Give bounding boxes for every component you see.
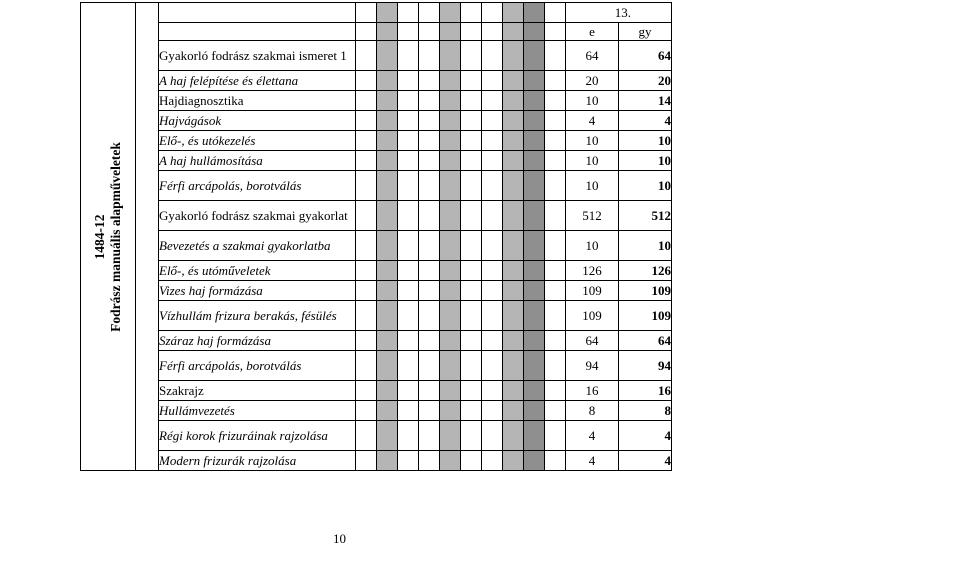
hours-gy: 64 bbox=[619, 41, 672, 71]
grid-cell bbox=[377, 201, 398, 231]
hours-gy: 8 bbox=[619, 401, 672, 421]
grid-cell bbox=[377, 23, 398, 41]
grid-cell bbox=[356, 151, 377, 171]
table-row bbox=[81, 351, 672, 381]
grid-cell bbox=[461, 3, 482, 23]
grid-cell bbox=[461, 71, 482, 91]
grid-cell bbox=[377, 381, 398, 401]
hours-e: 4 bbox=[566, 421, 619, 451]
hours-e: 64 bbox=[566, 41, 619, 71]
indent-column bbox=[136, 3, 159, 471]
grid-cell bbox=[398, 3, 419, 23]
grid-cell bbox=[419, 3, 440, 23]
grid-cell bbox=[440, 201, 461, 231]
grid-cell bbox=[398, 231, 419, 261]
hours-e: 10 bbox=[566, 131, 619, 151]
grid-cell bbox=[377, 171, 398, 201]
grid-cell bbox=[503, 131, 524, 151]
grid-cell bbox=[545, 151, 566, 171]
subject-name: Elő-, és utóműveletek bbox=[159, 261, 356, 281]
grid-cell bbox=[356, 301, 377, 331]
grid-cell bbox=[377, 41, 398, 71]
grid-cell bbox=[545, 261, 566, 281]
table-row bbox=[81, 41, 672, 71]
grid-cell bbox=[398, 201, 419, 231]
grid-cell bbox=[377, 3, 398, 23]
grid-cell bbox=[419, 171, 440, 201]
hours-e: 126 bbox=[566, 261, 619, 281]
grid-cell bbox=[524, 3, 545, 23]
grid-cell bbox=[545, 231, 566, 261]
hours-e: 10 bbox=[566, 171, 619, 201]
grid-cell bbox=[482, 301, 503, 331]
grid-cell bbox=[482, 71, 503, 91]
table-row bbox=[81, 111, 672, 131]
grid-cell bbox=[419, 131, 440, 151]
grid-cell bbox=[482, 131, 503, 151]
subject-name: Szakrajz bbox=[159, 381, 356, 401]
grid-cell bbox=[461, 331, 482, 351]
table-row bbox=[81, 421, 672, 451]
grid-cell bbox=[356, 91, 377, 111]
grid-cell bbox=[545, 421, 566, 451]
table-row bbox=[81, 201, 672, 231]
grid-cell bbox=[377, 351, 398, 381]
grid-cell bbox=[461, 401, 482, 421]
grid-cell bbox=[440, 71, 461, 91]
grid-cell bbox=[377, 111, 398, 131]
grid-cell bbox=[440, 381, 461, 401]
subject-name: Férfi arcápolás, borotválás bbox=[159, 171, 356, 201]
grid-cell bbox=[482, 281, 503, 301]
table-row bbox=[81, 331, 672, 351]
hours-gy: 10 bbox=[619, 231, 672, 261]
grid-cell bbox=[419, 261, 440, 281]
grid-cell bbox=[440, 3, 461, 23]
subject-name: Régi korok frizuráinak rajzolása bbox=[159, 421, 356, 451]
table-row bbox=[81, 151, 672, 171]
grid-cell bbox=[503, 231, 524, 261]
grid-cell bbox=[545, 23, 566, 41]
module-code: 1484-12 bbox=[92, 214, 107, 260]
subject-name: Hajvágások bbox=[159, 111, 356, 131]
grid-cell bbox=[398, 71, 419, 91]
grid-cell bbox=[419, 421, 440, 451]
grid-cell bbox=[356, 331, 377, 351]
grid-cell bbox=[356, 351, 377, 381]
grid-cell bbox=[461, 231, 482, 261]
grid-cell bbox=[398, 111, 419, 131]
hours-gy: 64 bbox=[619, 331, 672, 351]
grid-cell bbox=[545, 301, 566, 331]
grid-cell bbox=[398, 261, 419, 281]
grid-cell bbox=[398, 171, 419, 201]
grid-cell bbox=[545, 171, 566, 201]
grid-cell bbox=[356, 71, 377, 91]
grid-cell bbox=[377, 231, 398, 261]
grid-cell bbox=[545, 131, 566, 151]
table-row bbox=[81, 171, 672, 201]
grid-cell bbox=[524, 91, 545, 111]
grid-cell bbox=[398, 301, 419, 331]
grid-cell bbox=[419, 231, 440, 261]
grid-cell bbox=[503, 71, 524, 91]
grid-cell bbox=[440, 451, 461, 471]
grid-cell bbox=[377, 261, 398, 281]
grid-cell bbox=[356, 41, 377, 71]
grid-cell bbox=[461, 23, 482, 41]
grid-cell bbox=[356, 111, 377, 131]
week-header: 13. bbox=[566, 3, 672, 23]
grid-cell bbox=[482, 261, 503, 281]
table-row bbox=[81, 381, 672, 401]
table-row bbox=[81, 301, 672, 331]
grid-cell bbox=[461, 131, 482, 151]
module-title: Fodrász manuális alapműveletek bbox=[108, 141, 123, 332]
grid-cell bbox=[419, 381, 440, 401]
subject-name: Hullámvezetés bbox=[159, 401, 356, 421]
hours-e: 109 bbox=[566, 281, 619, 301]
subject-name: Bevezetés a szakmai gyakorlatba bbox=[159, 231, 356, 261]
grid-cell bbox=[377, 91, 398, 111]
hours-gy: 20 bbox=[619, 71, 672, 91]
grid-cell bbox=[545, 451, 566, 471]
subject-name: Férfi arcápolás, borotválás bbox=[159, 351, 356, 381]
grid-cell bbox=[419, 111, 440, 131]
grid-cell bbox=[398, 421, 419, 451]
subject-name: A haj hullámosítása bbox=[159, 151, 356, 171]
grid-cell bbox=[461, 111, 482, 131]
grid-cell bbox=[503, 331, 524, 351]
hours-gy: 512 bbox=[619, 201, 672, 231]
grid-cell bbox=[377, 71, 398, 91]
grid-cell bbox=[482, 41, 503, 71]
grid-cell bbox=[356, 281, 377, 301]
hours-e: 8 bbox=[566, 401, 619, 421]
hours-e: 10 bbox=[566, 91, 619, 111]
grid-cell bbox=[461, 261, 482, 281]
grid-cell bbox=[440, 401, 461, 421]
subject-name: Elő-, és utókezelés bbox=[159, 131, 356, 151]
grid-cell bbox=[440, 421, 461, 451]
hours-gy: 14 bbox=[619, 91, 672, 111]
hours-e: 10 bbox=[566, 231, 619, 261]
table-row bbox=[81, 91, 672, 111]
grid-cell bbox=[419, 451, 440, 471]
grid-cell bbox=[419, 151, 440, 171]
grid-cell bbox=[461, 421, 482, 451]
grid-cell bbox=[419, 71, 440, 91]
hours-e: 94 bbox=[566, 351, 619, 381]
grid-cell bbox=[440, 171, 461, 201]
grid-cell bbox=[419, 401, 440, 421]
hours-gy: 109 bbox=[619, 281, 672, 301]
hours-e: 4 bbox=[566, 451, 619, 471]
table-row bbox=[81, 451, 672, 471]
grid-cell bbox=[440, 281, 461, 301]
hours-e: 20 bbox=[566, 71, 619, 91]
grid-cell bbox=[545, 71, 566, 91]
grid-cell bbox=[524, 331, 545, 351]
grid-cell bbox=[503, 281, 524, 301]
grid-cell bbox=[545, 351, 566, 381]
hours-gy: 126 bbox=[619, 261, 672, 281]
grid-cell bbox=[524, 231, 545, 261]
table-row bbox=[81, 261, 672, 281]
grid-cell bbox=[545, 201, 566, 231]
subject-name: A haj felépítése és élettana bbox=[159, 71, 356, 91]
grid-cell bbox=[398, 131, 419, 151]
grid-cell bbox=[398, 151, 419, 171]
subject-name: Gyakorló fodrász szakmai ismeret 1 bbox=[159, 41, 356, 71]
grid-cell bbox=[524, 301, 545, 331]
grid-cell bbox=[545, 111, 566, 131]
grid-cell bbox=[482, 421, 503, 451]
grid-cell bbox=[482, 351, 503, 381]
grid-cell bbox=[461, 201, 482, 231]
grid-cell bbox=[503, 3, 524, 23]
table-row bbox=[81, 231, 672, 261]
hours-gy: 10 bbox=[619, 151, 672, 171]
hours-e: 4 bbox=[566, 111, 619, 131]
grid-cell bbox=[524, 23, 545, 41]
grid-cell bbox=[503, 23, 524, 41]
grid-cell bbox=[440, 151, 461, 171]
grid-cell bbox=[398, 281, 419, 301]
grid-cell bbox=[356, 401, 377, 421]
grid-cell bbox=[356, 451, 377, 471]
grid-cell bbox=[503, 111, 524, 131]
grid-cell bbox=[398, 41, 419, 71]
grid-cell bbox=[524, 261, 545, 281]
grid-cell bbox=[440, 261, 461, 281]
grid-cell bbox=[419, 23, 440, 41]
grid-cell bbox=[482, 91, 503, 111]
hours-gy: 10 bbox=[619, 171, 672, 201]
grid-cell bbox=[440, 111, 461, 131]
header-blank bbox=[159, 23, 356, 41]
grid-cell bbox=[524, 151, 545, 171]
grid-cell bbox=[419, 281, 440, 301]
grid-cell bbox=[545, 381, 566, 401]
grid-cell bbox=[356, 23, 377, 41]
grid-cell bbox=[461, 91, 482, 111]
grid-cell bbox=[377, 451, 398, 471]
grid-cell bbox=[524, 111, 545, 131]
grid-cell bbox=[377, 421, 398, 451]
grid-cell bbox=[524, 421, 545, 451]
grid-cell bbox=[440, 41, 461, 71]
grid-cell bbox=[461, 281, 482, 301]
hours-e: 10 bbox=[566, 151, 619, 171]
grid-cell bbox=[503, 261, 524, 281]
grid-cell bbox=[356, 261, 377, 281]
grid-cell bbox=[377, 131, 398, 151]
grid-cell bbox=[524, 381, 545, 401]
grid-cell bbox=[356, 3, 377, 23]
grid-cell bbox=[419, 201, 440, 231]
hours-gy: 4 bbox=[619, 421, 672, 451]
grid-cell bbox=[482, 231, 503, 261]
grid-cell bbox=[419, 41, 440, 71]
hours-e: 64 bbox=[566, 331, 619, 351]
grid-cell bbox=[482, 23, 503, 41]
grid-cell bbox=[545, 401, 566, 421]
grid-cell bbox=[482, 111, 503, 131]
column-header-e: e bbox=[566, 23, 619, 41]
grid-cell bbox=[461, 381, 482, 401]
grid-cell bbox=[545, 41, 566, 71]
grid-cell bbox=[398, 331, 419, 351]
grid-cell bbox=[356, 381, 377, 401]
grid-cell bbox=[503, 41, 524, 71]
grid-cell bbox=[356, 131, 377, 151]
subject-name: Száraz haj formázása bbox=[159, 331, 356, 351]
hours-gy: 10 bbox=[619, 131, 672, 151]
grid-cell bbox=[524, 451, 545, 471]
grid-cell bbox=[461, 171, 482, 201]
grid-cell bbox=[503, 201, 524, 231]
grid-cell bbox=[503, 451, 524, 471]
grid-cell bbox=[482, 401, 503, 421]
grid-cell bbox=[440, 301, 461, 331]
grid-cell bbox=[482, 3, 503, 23]
grid-cell bbox=[482, 201, 503, 231]
grid-cell bbox=[356, 421, 377, 451]
grid-cell bbox=[503, 421, 524, 451]
grid-cell bbox=[461, 41, 482, 71]
grid-cell bbox=[482, 381, 503, 401]
grid-cell bbox=[524, 351, 545, 381]
grid-cell bbox=[440, 91, 461, 111]
module-side-label bbox=[81, 3, 136, 471]
grid-cell bbox=[503, 351, 524, 381]
grid-cell bbox=[524, 401, 545, 421]
grid-cell bbox=[545, 281, 566, 301]
grid-cell bbox=[524, 41, 545, 71]
grid-cell bbox=[503, 301, 524, 331]
grid-cell bbox=[419, 91, 440, 111]
hours-gy: 109 bbox=[619, 301, 672, 331]
grid-cell bbox=[398, 381, 419, 401]
grid-cell bbox=[503, 381, 524, 401]
grid-cell bbox=[398, 451, 419, 471]
hours-e: 512 bbox=[566, 201, 619, 231]
grid-cell bbox=[440, 231, 461, 261]
hours-gy: 4 bbox=[619, 451, 672, 471]
grid-cell bbox=[440, 331, 461, 351]
grid-cell bbox=[461, 451, 482, 471]
grid-cell bbox=[461, 351, 482, 381]
subject-name: Hajdiagnosztika bbox=[159, 91, 356, 111]
grid-cell bbox=[356, 171, 377, 201]
table-row bbox=[81, 71, 672, 91]
subject-name: Vizes haj formázása bbox=[159, 281, 356, 301]
grid-cell bbox=[503, 91, 524, 111]
grid-cell bbox=[356, 231, 377, 261]
grid-cell bbox=[524, 201, 545, 231]
grid-cell bbox=[524, 281, 545, 301]
grid-cell bbox=[377, 301, 398, 331]
grid-cell bbox=[524, 71, 545, 91]
grid-cell bbox=[377, 281, 398, 301]
grid-cell bbox=[545, 91, 566, 111]
table-row bbox=[81, 401, 672, 421]
grid-cell bbox=[545, 331, 566, 351]
grid-cell bbox=[377, 331, 398, 351]
grid-cell bbox=[440, 351, 461, 381]
grid-cell bbox=[419, 301, 440, 331]
page-number: 10 bbox=[333, 531, 346, 546]
grid-cell bbox=[482, 171, 503, 201]
grid-cell bbox=[377, 401, 398, 421]
grid-cell bbox=[482, 451, 503, 471]
grid-cell bbox=[398, 91, 419, 111]
grid-cell bbox=[398, 23, 419, 41]
grid-cell bbox=[377, 151, 398, 171]
grid-cell bbox=[461, 151, 482, 171]
hours-gy: 4 bbox=[619, 111, 672, 131]
subject-name: Gyakorló fodrász szakmai gyakorlat bbox=[159, 201, 356, 231]
grid-cell bbox=[398, 351, 419, 381]
subject-name: Vízhullám frizura berakás, fésülés bbox=[159, 301, 356, 331]
table-row bbox=[81, 131, 672, 151]
grid-cell bbox=[440, 23, 461, 41]
grid-cell bbox=[545, 3, 566, 23]
header-blank bbox=[159, 3, 356, 23]
grid-cell bbox=[461, 301, 482, 331]
grid-cell bbox=[503, 171, 524, 201]
grid-cell bbox=[419, 351, 440, 381]
table-row bbox=[81, 281, 672, 301]
hours-e: 109 bbox=[566, 301, 619, 331]
grid-cell bbox=[482, 151, 503, 171]
grid-cell bbox=[503, 401, 524, 421]
column-header-gy: gy bbox=[619, 23, 672, 41]
subject-name: Modern frizurák rajzolása bbox=[159, 451, 356, 471]
grid-cell bbox=[398, 401, 419, 421]
grid-cell bbox=[356, 201, 377, 231]
grid-cell bbox=[440, 131, 461, 151]
curriculum-table bbox=[80, 2, 672, 471]
grid-cell bbox=[503, 151, 524, 171]
grid-cell bbox=[524, 171, 545, 201]
grid-cell bbox=[419, 331, 440, 351]
grid-cell bbox=[482, 331, 503, 351]
hours-gy: 94 bbox=[619, 351, 672, 381]
hours-e: 16 bbox=[566, 381, 619, 401]
grid-cell bbox=[524, 131, 545, 151]
hours-gy: 16 bbox=[619, 381, 672, 401]
